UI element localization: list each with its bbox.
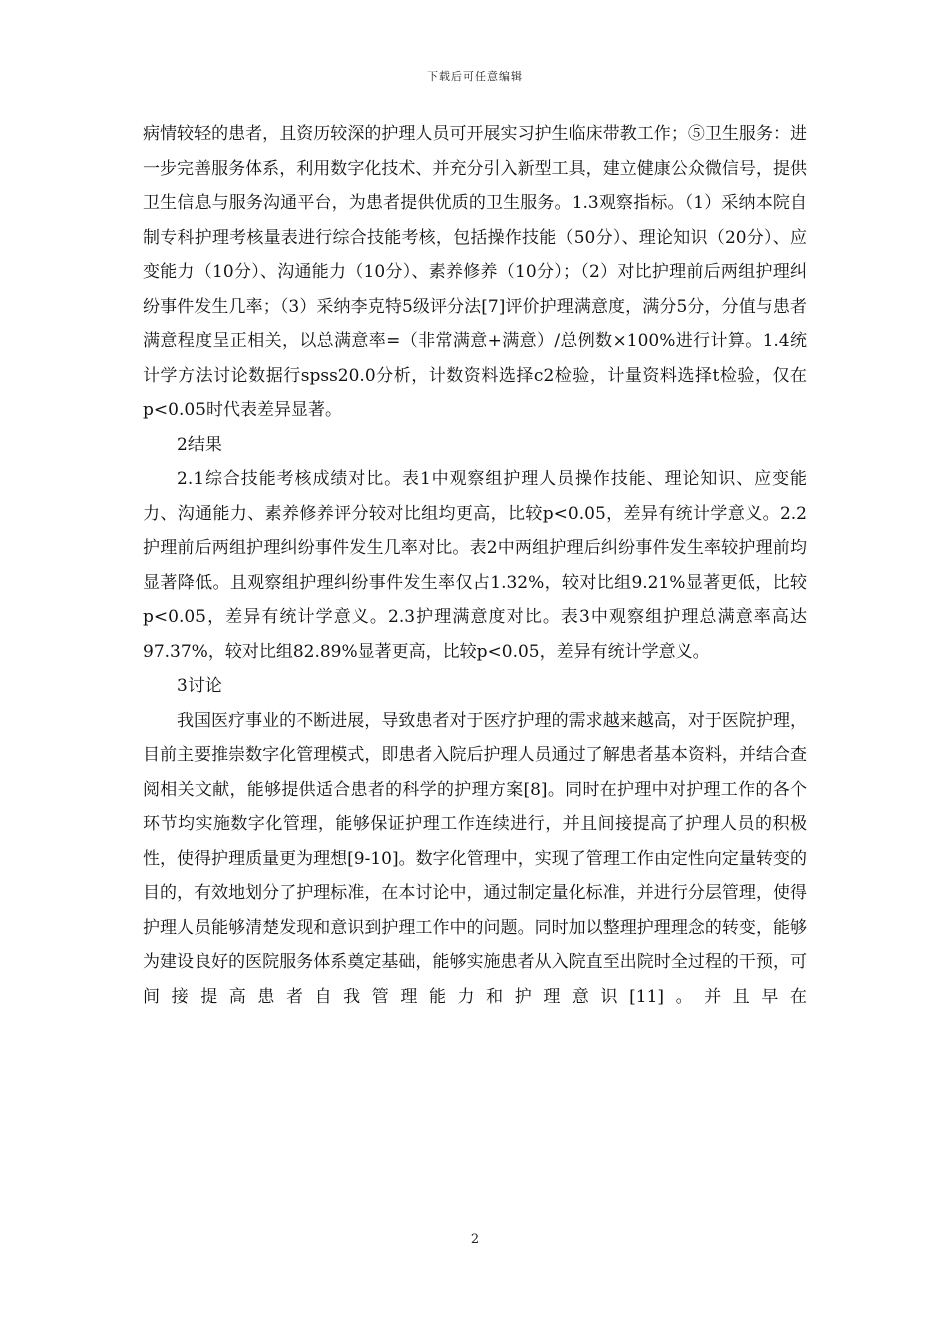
document-body [143, 117, 807, 1014]
page-number: 2 [470, 1232, 480, 1247]
section-heading-results: 2结果 [177, 434, 222, 455]
paragraph-results: 2.1综合技能考核成绩对比。表1中观察组护理人员操作技能、理论知识、应变能力、沟通能力、素养修养评分较对比组均更高，比较p<0.05，差异有统计学意义。2.2护理前后两组护理纠纷事件发生几率对比。表2中两组护理后纠纷事件发生率较护理前均显著降低。且观察组护理纠纷事件发生率仅占1.32%，较对比组9.21%显著更低，比较p<0.05，差异有统计学意义。2.3护理满意度对比。表3中观察组护理总满意率高达97.37%，较对比组82.89%显著更高，比较p<0.05，差异有统计学意义。 [143, 469, 807, 662]
section-heading-discussion: 3讨论 [177, 676, 222, 696]
paragraph-discussion: 我国医疗事业的不断进展，导致患者对于医疗护理的需求越来越高，对于医院护理，目前主要推崇数字化管理模式，即患者入院后护理人员通过了解患者基本资料，并结合查阅相关文献，能够提供适合患者的科学的护理方案[8]。同时在护理中对护理工作的各个环节均实施数字化管理，能够保证护理工作连续进行，并且间接提高了护理人员的积极性，使得护理质量更为理想[9-10]。数字化管理中，实现了管理工作由定性向定量转变的目的，有效地划分了护理标准，在本讨论中，通过制定量化标准，并进行分层管理，使得护理人员能够清楚发现和意识到护理工作中的问题。同时加以整理护理理念的转变，能够为建设良好的医院服务体系奠定基础，能够实施患者从入院直至出院时全过程的干预，可间接提高患者自我管理能力和护理意识[11]。并且早在 [143, 710, 807, 1007]
page-header: 下载后可任意编辑 [427, 70, 523, 83]
paragraph-methods-continued: 病情较轻的患者，且资历较深的护理人员可开展实习护生临床带教工作；⑤卫生服务：进一步完善服务体系，利用数字化技术、并充分引入新型工具，建立健康公众微信号，提供卫生信息与服务沟通平台，为患者提供优质的卫生服务。1.3观察指标。（1）采纳本院自制专科护理考核量表进行综合技能考核，包括操作技能（50分）、理论知识（20分）、应变能力（10分）、沟通能力（10分）、素养修养（10分）；（2）对比护理前后两组护理纠纷事件发生几率；（3）采纳李克特5级评分法[7]评价护理满意度，满分5分，分值与患者满意程度呈正相关，以总满意率=（非常满意+满意）/总例数×100%进行计算。1.4统计学方法讨论数据行spss20.0分析，计数资料选择c2检验，计量资料选择t检验，仅在p<0.05时代表差异显著。 [143, 124, 807, 420]
